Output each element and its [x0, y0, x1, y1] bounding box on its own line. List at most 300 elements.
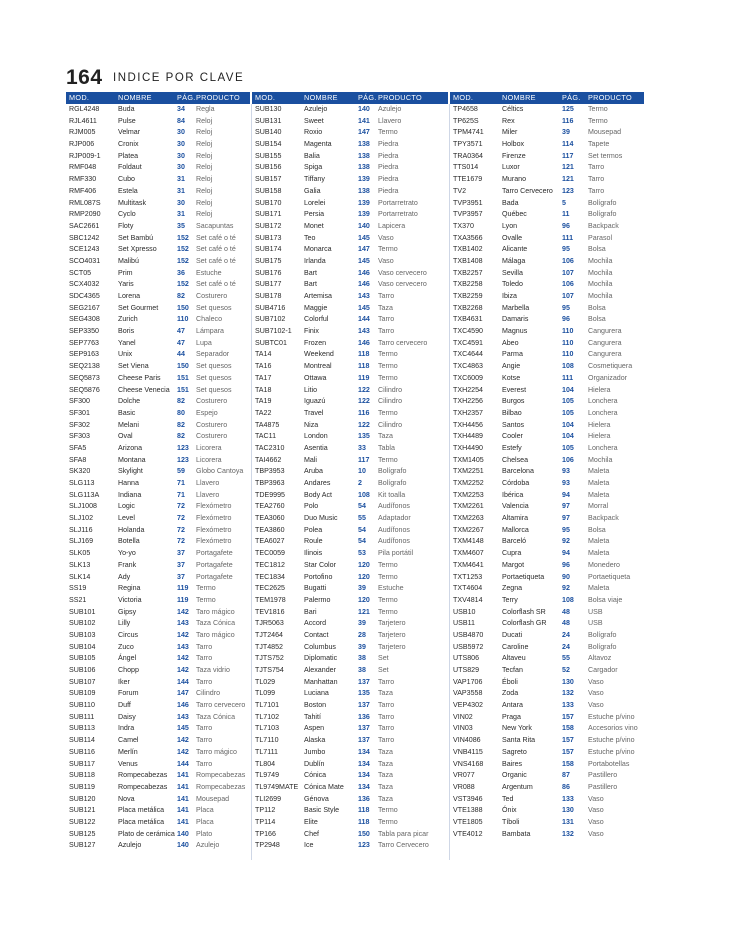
cell-producto: Bolígrafo: [378, 467, 407, 476]
cell-pag: 122: [358, 420, 370, 429]
cell-mod: SCT05: [69, 268, 92, 277]
cell-pag: 111: [562, 233, 574, 242]
cell-nombre: Lorena: [118, 292, 141, 300]
index-row: [66, 770, 250, 782]
index-row: [252, 618, 448, 630]
cell-mod: SLG113A: [69, 490, 100, 499]
cell-nombre: Málaga: [502, 256, 526, 265]
cell-nombre: Bilbao: [502, 408, 522, 417]
cell-nombre: Contact: [304, 630, 329, 639]
cell-producto: Lonchera: [588, 443, 618, 452]
cell-mod: TXM4641: [453, 560, 484, 569]
cell-pag: 135: [358, 432, 370, 441]
cell-mod: SEP7763: [69, 338, 99, 347]
cell-mod: TVP3951: [453, 198, 483, 207]
index-row: [450, 420, 644, 432]
cell-nombre: Iguazú: [304, 397, 326, 406]
cell-nombre: Duo Music: [304, 514, 338, 523]
cell-mod: SUB103: [69, 630, 96, 639]
index-row: [252, 244, 448, 256]
index-row: [252, 361, 448, 373]
cell-nombre: Firenze: [502, 151, 526, 160]
cell-pag: 95: [562, 245, 570, 254]
cell-mod: SEQ5876: [69, 385, 100, 394]
cell-producto: Reloj: [196, 163, 213, 172]
index-row: [252, 583, 448, 595]
index-row: [252, 326, 448, 338]
cell-producto: Vaso: [378, 233, 394, 242]
cell-pag: 71: [177, 479, 185, 487]
cell-mod: TL7101: [255, 701, 280, 710]
cell-mod: TEC2625: [255, 584, 285, 593]
cell-nombre: Alaska: [304, 736, 326, 745]
cell-pag: 53: [358, 549, 366, 558]
cell-pag: 30: [177, 163, 185, 172]
cell-pag: 96: [562, 221, 570, 230]
cell-nombre: Miler: [502, 128, 518, 137]
cell-pag: 140: [177, 841, 189, 850]
index-row: [66, 548, 250, 560]
cell-producto: Taza: [378, 759, 393, 768]
cell-pag: 119: [177, 584, 189, 593]
cell-producto: Portabotellas: [588, 759, 630, 768]
index-row: [450, 162, 644, 174]
cell-pag: 146: [358, 338, 370, 347]
cell-producto: Bolsa: [588, 245, 606, 254]
cell-producto: Azulejo: [378, 105, 402, 113]
cell-producto: Cangurera: [588, 350, 622, 359]
cell-nombre: Persia: [304, 210, 325, 219]
cell-mod: TP114: [255, 817, 276, 826]
index-row: [66, 688, 250, 700]
cell-nombre: Zuco: [118, 642, 134, 651]
index-row: [252, 127, 448, 139]
index-row: [450, 221, 644, 233]
cell-nombre: Lyon: [502, 221, 518, 230]
cell-mod: TEV1816: [255, 607, 285, 616]
cell-nombre: Monet: [304, 221, 324, 230]
index-row: [450, 268, 644, 280]
index-row: [66, 466, 250, 478]
cell-producto: Tarro: [378, 736, 395, 745]
cell-nombre: Maggie: [304, 303, 328, 312]
cell-nombre: Velmar: [118, 128, 141, 137]
cell-nombre: Cubo: [118, 175, 135, 184]
cell-pag: 97: [562, 514, 570, 523]
cell-nombre: Asentia: [304, 443, 328, 452]
cell-nombre: Travel: [304, 408, 324, 417]
cell-nombre: Roxio: [304, 128, 323, 137]
cell-mod: SF302: [69, 420, 90, 429]
cell-nombre: Floty: [118, 221, 134, 230]
column-header: [252, 92, 448, 104]
cell-mod: SF300: [69, 397, 90, 406]
cell-producto: Termo: [378, 560, 398, 569]
cell-mod: SUB140: [255, 128, 282, 137]
cell-nombre: Chopp: [118, 666, 139, 674]
cell-nombre: Arizona: [118, 443, 143, 452]
cell-pag: 105: [562, 397, 574, 406]
cell-mod: RJL4611: [69, 116, 97, 125]
cell-nombre: Génova: [304, 794, 329, 803]
cell-producto: Tarro cervecero: [378, 338, 428, 347]
cell-mod: TDE9995: [255, 490, 285, 499]
cell-pag: 119: [177, 595, 189, 604]
index-row: [450, 712, 644, 724]
cell-pag: 59: [177, 467, 185, 476]
cell-nombre: Éboli: [502, 677, 518, 686]
cell-pag: 92: [562, 537, 570, 546]
cell-nombre: Organic: [502, 771, 527, 780]
index-row: [450, 572, 644, 584]
cell-pag: 36: [177, 268, 185, 277]
cell-pag: 134: [358, 747, 370, 756]
cell-mod: TP166: [255, 829, 276, 838]
cell-producto: Cangurera: [588, 338, 622, 347]
cell-nombre: Set Xpresso: [118, 245, 157, 254]
cell-mod: TXH4456: [453, 420, 483, 429]
cell-pag: 143: [358, 327, 370, 336]
cell-mod: SS21: [69, 595, 87, 604]
cell-nombre: Aspen: [304, 724, 325, 733]
cell-pag: 108: [358, 490, 370, 499]
cell-mod: TA22: [255, 408, 272, 417]
cell-pag: 147: [358, 245, 370, 254]
cell-pag: 137: [358, 724, 370, 733]
cell-pag: 147: [358, 128, 370, 137]
cell-nombre: Valencia: [502, 502, 529, 511]
cell-mod: TPY3571: [453, 140, 483, 149]
cell-mod: TXC4644: [453, 350, 483, 359]
cell-nombre: Mali: [304, 455, 318, 464]
cell-nombre: Cyclo: [118, 210, 136, 219]
cell-pag: 152: [177, 245, 189, 254]
cell-pag: 144: [177, 677, 189, 686]
cell-mod: SEQ5873: [69, 373, 100, 382]
index-row: [450, 653, 644, 665]
cell-mod: SLK05: [69, 549, 91, 558]
cell-nombre: Angie: [502, 362, 521, 371]
cell-pag: 157: [562, 736, 574, 745]
cell-producto: Monedero: [588, 560, 620, 569]
index-row: [450, 665, 644, 677]
cell-nombre: Boris: [118, 327, 135, 336]
cell-producto: Audífonos: [378, 537, 410, 546]
cell-pag: 137: [358, 701, 370, 710]
cell-mod: TJTS754: [255, 666, 284, 674]
cell-pag: 93: [562, 467, 570, 476]
cell-producto: Taza: [378, 782, 393, 791]
cell-mod: SUB113: [69, 724, 95, 733]
cell-mod: TXM2253: [453, 490, 484, 499]
cell-producto: Set café o té: [196, 256, 236, 265]
cell-producto: Mochila: [588, 268, 613, 277]
cell-nombre: Portaetiqueta: [502, 572, 545, 581]
cell-nombre: New York: [502, 724, 532, 733]
index-column-3: [450, 92, 644, 840]
cell-producto: Mochila: [588, 280, 613, 289]
cell-mod: TL099: [255, 689, 276, 698]
cell-nombre: Altaveu: [502, 654, 526, 663]
cell-producto: Cilindro: [196, 689, 221, 698]
index-row: [66, 186, 250, 198]
cell-nombre: Córdoba: [502, 479, 530, 487]
index-row: [450, 817, 644, 829]
index-row: [450, 677, 644, 689]
cell-producto: Portarretrato: [378, 210, 418, 219]
index-row: [252, 642, 448, 654]
cell-nombre: Ibérica: [502, 490, 524, 499]
index-row: [252, 256, 448, 268]
cell-mod: SUB120: [69, 794, 96, 803]
cell-producto: Llavero: [378, 116, 402, 125]
cell-pag: 158: [562, 759, 574, 768]
cell-producto: Estuche p/vino: [588, 712, 635, 721]
cell-mod: SK320: [69, 467, 91, 476]
cell-pag: 152: [177, 256, 189, 265]
cell-mod: SEP9163: [69, 350, 99, 359]
cell-mod: SEP3350: [69, 327, 99, 336]
index-row: [252, 466, 448, 478]
cell-nombre: Frozen: [304, 338, 327, 347]
cell-nombre: Iker: [118, 677, 130, 686]
cell-pag: 48: [562, 607, 570, 616]
cell-mod: TXT4604: [453, 584, 483, 593]
cell-nombre: Estefy: [502, 443, 522, 452]
cell-mod: TEC0059: [255, 549, 285, 558]
cell-mod: SUB109: [69, 689, 96, 698]
index-row: [450, 478, 644, 490]
cell-producto: Hielera: [588, 432, 611, 441]
cell-producto: Tarro Cervecero: [378, 841, 429, 850]
cell-mod: SUB172: [255, 221, 282, 230]
cell-pag: 142: [177, 666, 189, 674]
cell-pag: 37: [177, 560, 185, 569]
cell-mod: UTS829: [453, 666, 480, 674]
index-row: [450, 536, 644, 548]
cell-mod: VR088: [453, 782, 475, 791]
cell-pag: 94: [562, 549, 570, 558]
cell-mod: SUB130: [255, 105, 282, 113]
cell-nombre: Ottawa: [304, 373, 327, 382]
cell-pag: 72: [177, 514, 185, 523]
cell-producto: Lupa: [196, 338, 212, 347]
cell-producto: Set quesos: [196, 303, 232, 312]
cell-pag: 141: [177, 806, 189, 815]
cell-pag: 47: [177, 338, 185, 347]
index-row: [450, 735, 644, 747]
index-column-1: [66, 92, 250, 852]
cell-pag: 90: [562, 572, 570, 581]
cell-producto: Backpack: [588, 221, 619, 230]
index-row: [450, 104, 644, 116]
cell-mod: SUB178: [255, 292, 282, 300]
cell-pag: 28: [358, 630, 366, 639]
cell-pag: 138: [358, 140, 370, 149]
cell-producto: Tarro: [588, 186, 605, 195]
index-row: [66, 326, 250, 338]
cell-producto: Lonchera: [588, 408, 618, 417]
cell-pag: 108: [562, 362, 574, 371]
cell-nombre: Alexander: [304, 666, 336, 674]
cell-producto: Portarretrato: [378, 198, 418, 207]
cell-pag: 135: [358, 689, 370, 698]
cell-nombre: Victoria: [118, 595, 142, 604]
header-producto: PRODUCTO: [378, 93, 423, 102]
cell-mod: SS19: [69, 584, 87, 593]
index-row: [450, 618, 644, 630]
cell-mod: TL804: [255, 759, 276, 768]
cell-producto: Tarro: [196, 642, 213, 651]
cell-producto: Reloj: [196, 140, 213, 149]
index-row: [252, 501, 448, 513]
cell-producto: Costurero: [196, 292, 228, 300]
cell-mod: VST3946: [453, 794, 483, 803]
cell-mod: TXM2261: [453, 502, 484, 511]
cell-pag: 144: [358, 315, 370, 324]
cell-producto: Morral: [588, 502, 609, 511]
cell-pag: 146: [177, 701, 189, 710]
cell-mod: TBP3963: [255, 479, 285, 487]
cell-nombre: Mallorca: [502, 525, 529, 534]
index-row: [450, 209, 644, 221]
cell-pag: 94: [562, 490, 570, 499]
cell-nombre: Placa metálica: [118, 806, 165, 815]
cell-pag: 31: [177, 210, 185, 219]
cell-pag: 158: [562, 724, 574, 733]
cell-pag: 104: [562, 420, 574, 429]
index-row: [252, 712, 448, 724]
index-row: [450, 338, 644, 350]
cell-producto: Portagafete: [196, 572, 233, 581]
cell-pag: 134: [358, 771, 370, 780]
cell-mod: TL029: [255, 677, 276, 686]
cell-mod: TXH2357: [453, 408, 483, 417]
cell-nombre: Sagreto: [502, 747, 527, 756]
cell-nombre: Cronix: [118, 140, 139, 149]
cell-nombre: Luxor: [502, 163, 520, 172]
cell-mod: RJP009-1: [69, 151, 101, 160]
cell-pag: 55: [358, 514, 366, 523]
cell-producto: Costurero: [196, 420, 228, 429]
cell-producto: Estuche: [378, 584, 404, 593]
index-row: [450, 385, 644, 397]
index-row: [252, 759, 448, 771]
cell-pag: 143: [177, 712, 189, 721]
cell-nombre: Colorful: [304, 315, 329, 324]
cell-pag: 80: [177, 408, 185, 417]
cell-producto: Vaso cervecero: [378, 280, 427, 289]
cell-mod: TP2948: [255, 841, 280, 850]
cell-pag: 123: [177, 455, 189, 464]
cell-pag: 39: [358, 619, 366, 628]
index-row: [450, 455, 644, 467]
cell-producto: Estuche p/vino: [588, 736, 635, 745]
cell-producto: Reloj: [196, 128, 213, 137]
index-row: [252, 279, 448, 291]
cell-producto: Backpack: [588, 514, 619, 523]
cell-mod: RMP2090: [69, 210, 101, 219]
cell-nombre: Dolche: [118, 397, 141, 406]
cell-producto: Taro mágico: [196, 607, 235, 616]
cell-nombre: Barcelona: [502, 467, 534, 476]
cell-mod: TXM2267: [453, 525, 484, 534]
index-row: [450, 490, 644, 502]
cell-pag: 131: [562, 817, 574, 826]
cell-mod: TP625S: [453, 116, 479, 125]
cell-nombre: Prim: [118, 268, 133, 277]
cell-mod: SLG113: [69, 479, 95, 487]
index-row: [252, 817, 448, 829]
cell-pag: 125: [562, 105, 574, 113]
cell-producto: Kit toalla: [378, 490, 406, 499]
cell-nombre: Murano: [502, 175, 527, 184]
index-row: [252, 560, 448, 572]
cell-nombre: Balia: [304, 151, 320, 160]
cell-mod: USB11: [453, 619, 475, 628]
cell-pag: 33: [358, 443, 366, 452]
cell-pag: 30: [177, 151, 185, 160]
cell-producto: Set: [378, 654, 389, 663]
cell-pag: 97: [562, 502, 570, 511]
cell-mod: TA14: [255, 350, 272, 359]
cell-pag: 140: [358, 105, 370, 113]
cell-producto: Costurero: [196, 432, 228, 441]
cell-producto: Cosmetiquera: [588, 362, 633, 371]
index-row: [66, 677, 250, 689]
index-row: [66, 221, 250, 233]
header-producto: PRODUCTO: [588, 93, 633, 102]
cell-nombre: Manhattan: [304, 677, 338, 686]
cell-producto: Accesorios vino: [588, 724, 638, 733]
cell-producto: Lapicera: [378, 221, 406, 230]
cell-mod: TXB2257: [453, 268, 483, 277]
cell-mod: SUB117: [69, 759, 95, 768]
cell-mod: SUB7102: [255, 315, 286, 324]
cell-pag: 111: [562, 373, 574, 382]
cell-mod: SUB114: [69, 736, 95, 745]
index-row: [450, 525, 644, 537]
cell-pag: 72: [177, 502, 185, 511]
cell-mod: SUB157: [255, 175, 282, 184]
cell-pag: 118: [358, 362, 370, 371]
cell-producto: Termo: [196, 595, 216, 604]
cell-nombre: Accord: [304, 619, 327, 628]
cell-producto: Tarro: [378, 292, 395, 300]
cell-pag: 117: [562, 151, 574, 160]
cell-producto: Set termos: [588, 151, 623, 160]
cell-nombre: Boston: [304, 701, 327, 710]
cell-producto: Portaetiqueta: [588, 572, 631, 581]
index-row: [252, 794, 448, 806]
cell-mod: TL7102: [255, 712, 280, 721]
cell-producto: Mousepad: [588, 128, 622, 137]
cell-mod: VTE1805: [453, 817, 483, 826]
cell-producto: Vaso: [588, 689, 604, 698]
index-row: [450, 279, 644, 291]
cell-producto: Tarjetero: [378, 619, 406, 628]
cell-pag: 138: [358, 163, 370, 172]
index-row: [66, 256, 250, 268]
cell-producto: Cargador: [588, 666, 618, 674]
cell-mod: SUB177: [255, 280, 282, 289]
cell-nombre: Lorelei: [304, 198, 326, 207]
index-row: [66, 735, 250, 747]
cell-nombre: Bugatti: [304, 584, 327, 593]
cell-producto: Tarjetero: [378, 642, 406, 651]
cell-pag: 145: [358, 303, 370, 312]
cell-pag: 121: [562, 163, 574, 172]
